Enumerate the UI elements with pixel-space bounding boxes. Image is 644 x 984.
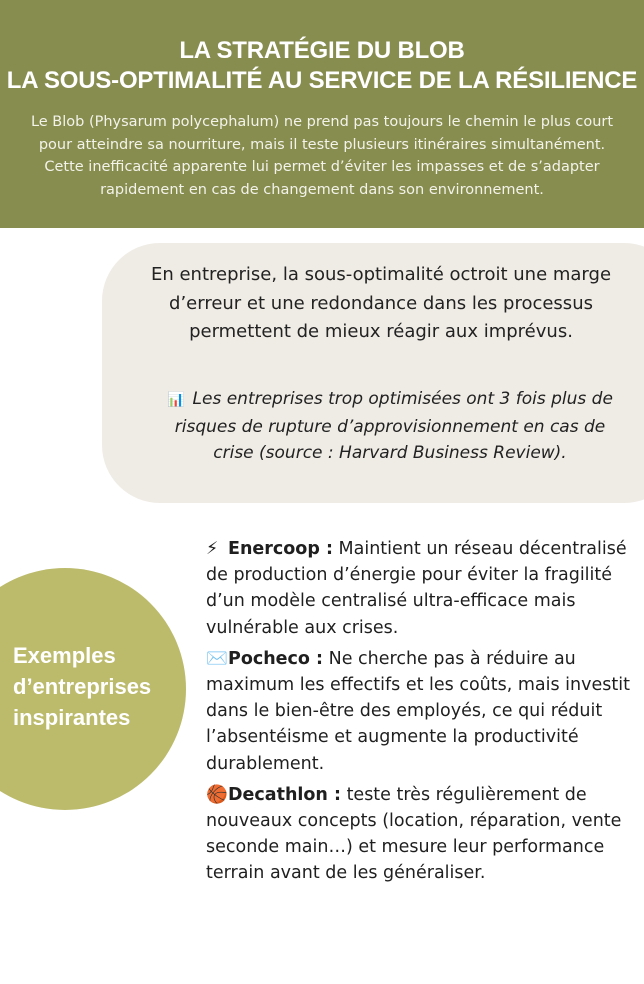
card-text: En entreprise, la sous-optimalité octroit une marge d’erreur et une redondance dans les processus permettent de mieux réagir aux imprévus. [150, 264, 612, 342]
statistic-text: Les entreprises trop optimisées ont 3 fois plus de risques de rupture d’approvisionnement en cas de crise (source : Harvard Business Review). [174, 389, 613, 463]
example-pocheco [206, 646, 636, 777]
examples-label: Exemples d’entreprises inspirantes [13, 643, 152, 730]
page-title [0, 36, 644, 96]
envelope-icon: ✉️ [206, 648, 228, 669]
header-banner [0, 0, 644, 228]
company-name: Enercoop : [228, 539, 333, 559]
example-text: Maintient un réseau décentralisé de production d’énergie pour éviter la fragilité d’un modèle centralisé ultra-efficace mais vulnérable aux crises. [206, 539, 627, 638]
card-statistic [160, 386, 620, 467]
title-line-1: LA STRATÉGIE DU BLOB [179, 37, 465, 64]
examples-list [206, 536, 636, 892]
basketball-icon: 🏀 [206, 784, 228, 805]
example-text: teste très régulièrement de nouveaux concepts (location, réparation, vente seconde main…) et mesure leur performance terrain avant de les généraliser. [206, 784, 622, 884]
example-enercoop [206, 536, 636, 641]
intro-paragraph: Le Blob (Physarum polycephalum) ne prend pas toujours le chemin le plus court pour atteindre sa nourriture, mais il teste plusieurs itinéraires simultanément. Cette inefficacité apparente lui permet d’éviter les impasses et de s’adapter rapidement en cas de changement dans son environnement. [30, 114, 614, 198]
company-name: Decathlon : [228, 784, 341, 805]
bar-chart-icon: 📊 [167, 392, 185, 408]
example-decathlon [206, 782, 636, 887]
example-text: Ne cherche pas à réduire au maximum les effectifs et les coûts, mais investit dans le bien-être des employés, ce qui réduit l’absentéisme et augmente la productivité durablement. [206, 648, 630, 774]
title-line-2: LA SOUS-OPTIMALITÉ AU SERVICE DE LA RÉSILIENCE [6, 67, 638, 94]
lightning-icon: ⚡ [206, 539, 219, 559]
company-name: Pocheco : [228, 648, 324, 669]
